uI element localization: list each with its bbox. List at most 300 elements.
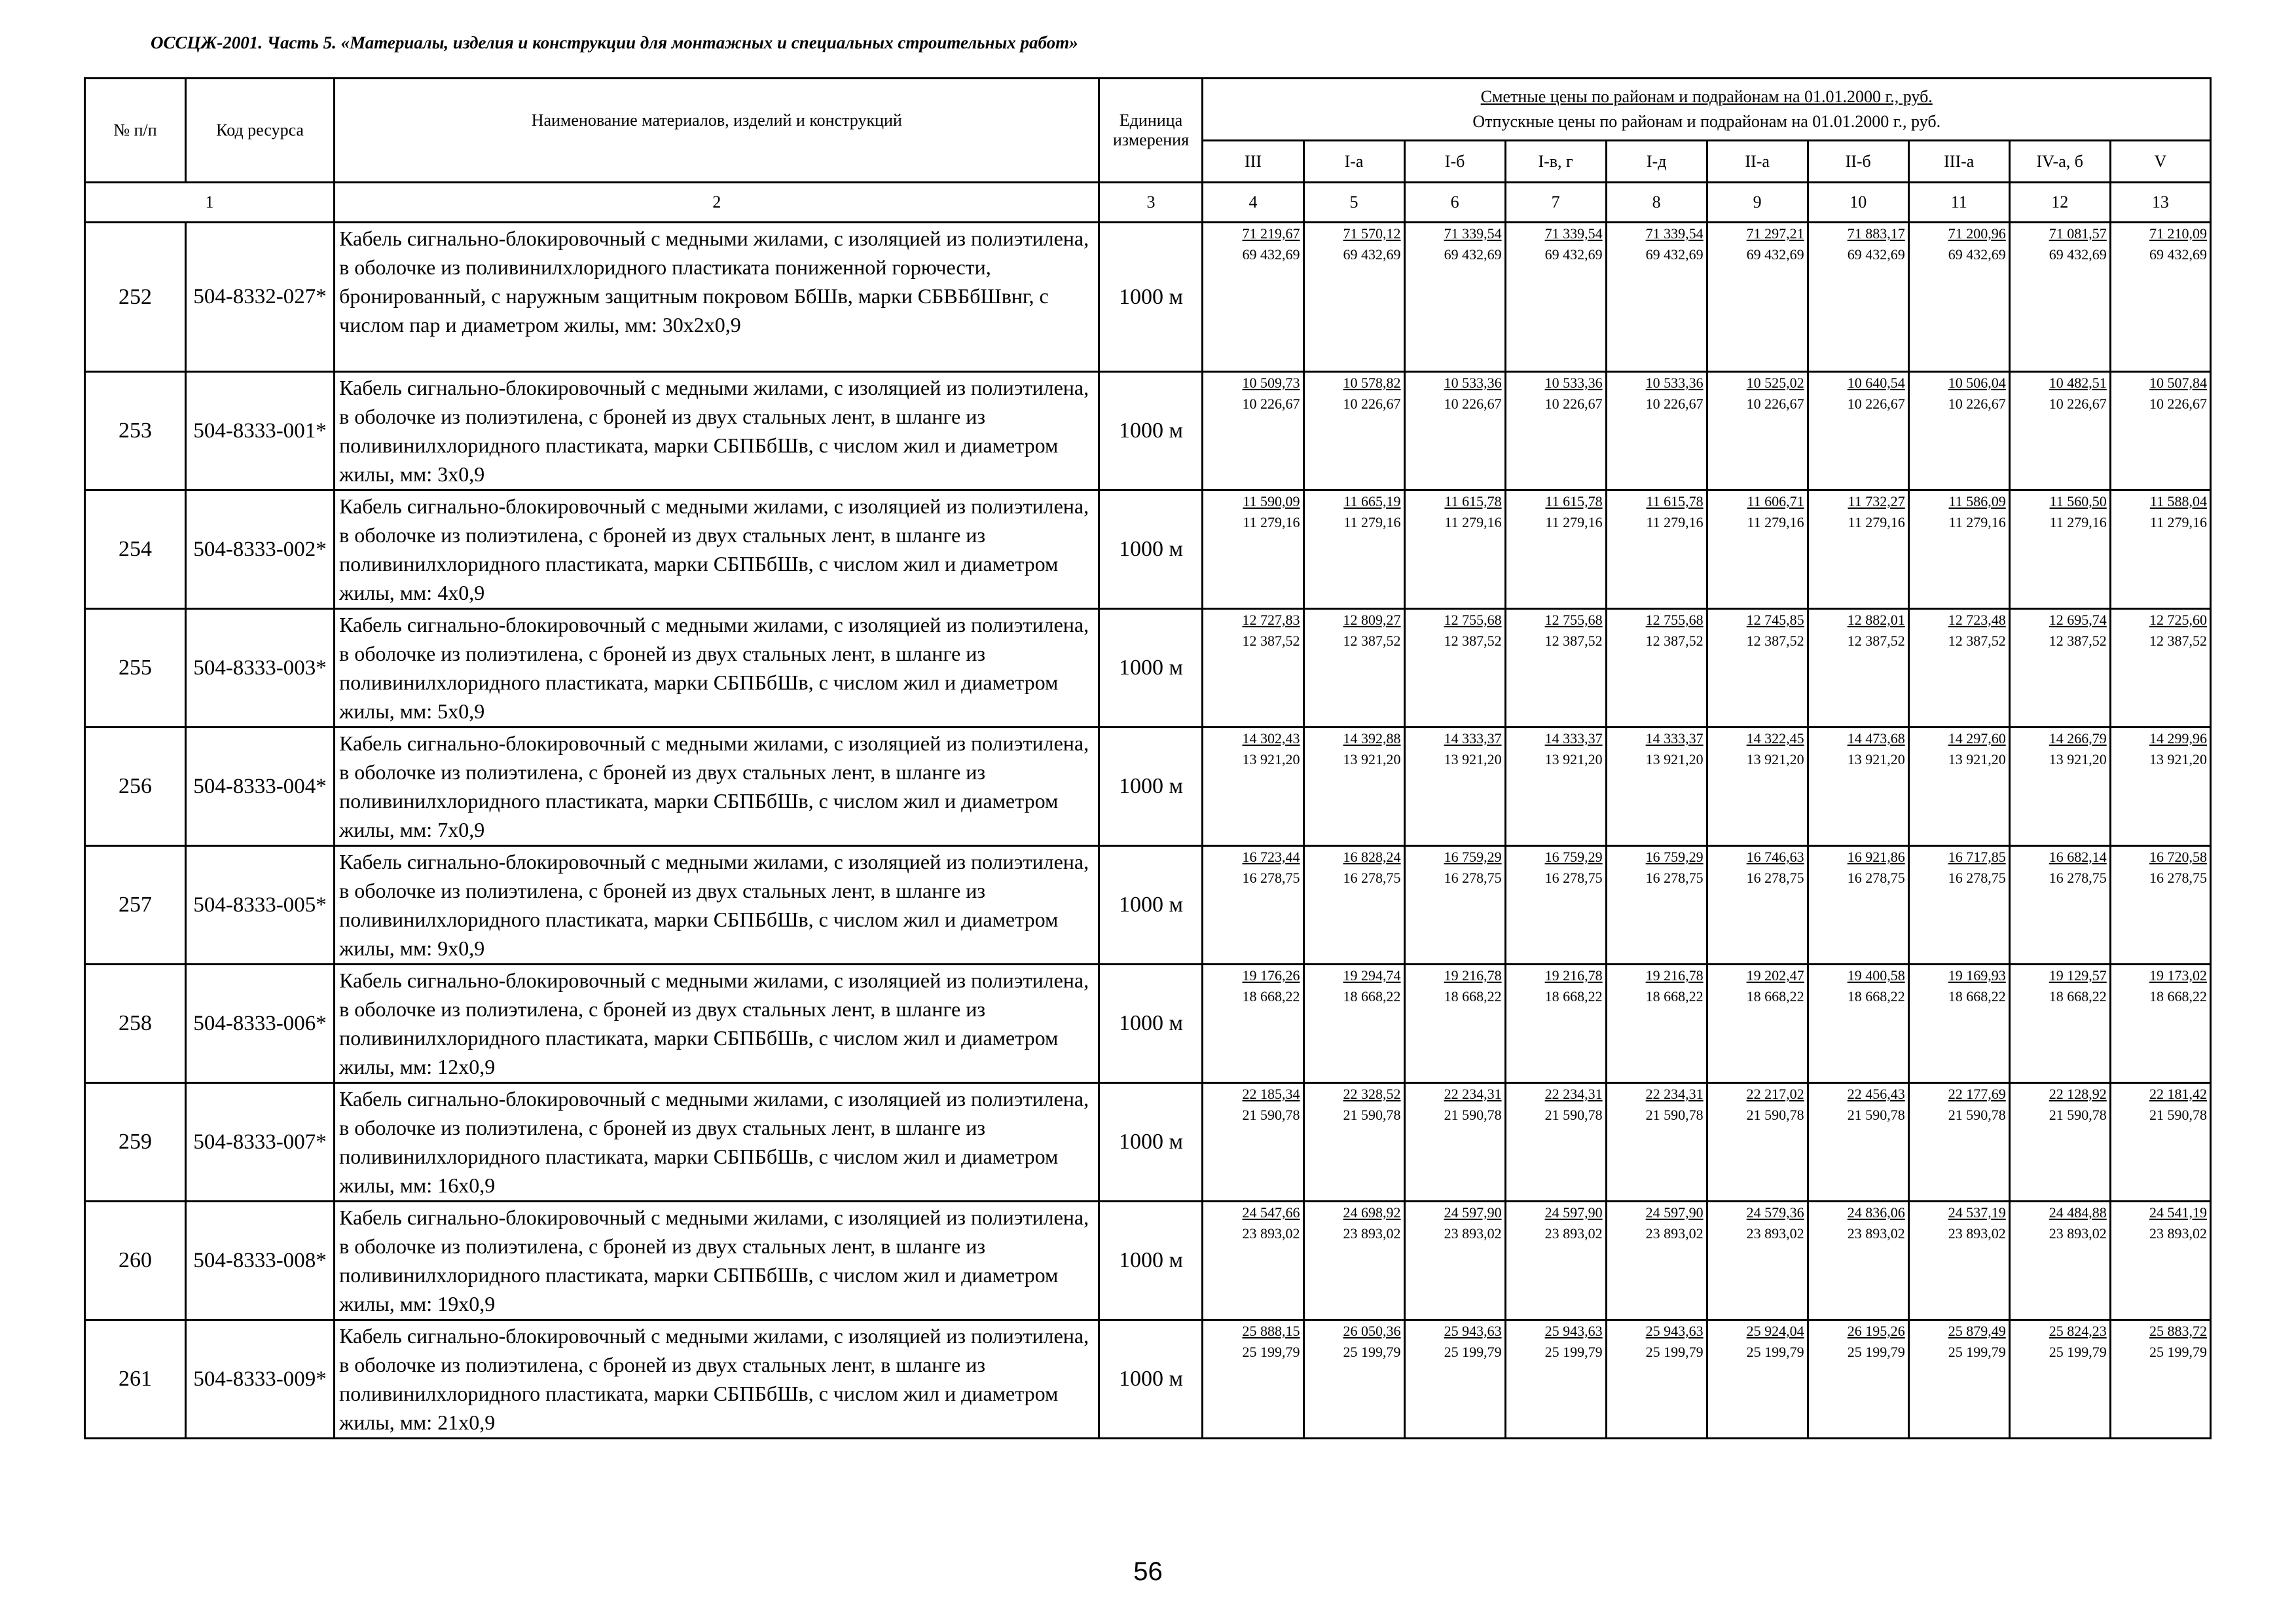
price-cell	[1808, 846, 1908, 965]
release-price: 18 668,22	[1847, 988, 1905, 1005]
region-header: I-б	[1404, 141, 1505, 183]
estimate-price: 10 578,82	[1343, 375, 1401, 391]
estimate-price: 71 219,67	[1242, 225, 1300, 242]
price-cell	[1203, 728, 1303, 846]
price-cell	[1606, 490, 1707, 609]
release-price: 18 668,22	[1444, 988, 1502, 1005]
price-cell	[1303, 846, 1404, 965]
price-cell	[1606, 1083, 1707, 1202]
release-price: 11 279,16	[1343, 514, 1401, 530]
estimate-price: 16 746,63	[1746, 849, 1804, 865]
release-price: 25 199,79	[1444, 1344, 1502, 1360]
row-number: 253	[85, 372, 186, 490]
price-cell	[1808, 965, 1908, 1083]
release-price: 25 199,79	[2049, 1344, 2107, 1360]
unit-of-measure: 1000 м	[1099, 1320, 1203, 1439]
table-row	[85, 1320, 2211, 1439]
price-cell	[1404, 728, 1505, 846]
release-price: 21 590,78	[1544, 1107, 1603, 1123]
row-number: 254	[85, 490, 186, 609]
estimate-price: 19 294,74	[1343, 967, 1401, 984]
estimate-price: 14 333,37	[1645, 730, 1704, 747]
price-cell	[1707, 965, 1808, 1083]
price-cell	[1203, 1320, 1303, 1439]
estimate-price: 14 266,79	[2049, 730, 2107, 747]
estimate-price: 22 185,34	[1242, 1086, 1300, 1102]
column-number: 4	[1203, 183, 1303, 223]
estimate-price: 14 322,45	[1746, 730, 1804, 747]
table-row	[85, 846, 2211, 965]
unit-of-measure: 1000 м	[1099, 846, 1203, 965]
price-cell	[1908, 609, 2009, 728]
release-price: 10 226,67	[1746, 396, 1804, 412]
material-name: Кабель сигнально-блокировочный с медными жилами, с изоляцией из полиэтилена, в оболочке из полиэтилена, с броней из двух стальных лент, в шланге из поливинилхлоридного пластиката, марки СБПБбШв, с числом жил и диаметром жилы, мм: 9х0,9	[335, 846, 1099, 965]
unit-of-measure: 1000 м	[1099, 1083, 1203, 1202]
release-price: 69 432,69	[1645, 246, 1704, 263]
column-number: 2	[335, 183, 1099, 223]
estimate-price: 10 533,36	[1544, 375, 1603, 391]
column-number: 11	[1908, 183, 2009, 223]
release-price: 10 226,67	[1948, 396, 2006, 412]
release-price: 10 226,67	[2049, 396, 2107, 412]
price-cell	[1404, 1202, 1505, 1320]
estimate-price: 10 507,84	[2149, 375, 2207, 391]
price-cell	[1707, 490, 1808, 609]
release-price: 11 279,16	[1243, 514, 1300, 530]
estimate-price: 71 570,12	[1343, 225, 1401, 242]
release-price: 11 279,16	[1444, 514, 1502, 530]
release-price: 12 387,52	[1746, 633, 1804, 649]
price-cell	[2009, 1083, 2110, 1202]
price-cell	[2009, 372, 2110, 490]
estimate-price: 19 129,57	[2049, 967, 2107, 984]
price-cell	[1404, 372, 1505, 490]
release-price: 23 893,02	[1242, 1225, 1300, 1242]
price-cell	[1606, 846, 1707, 965]
estimate-price: 16 828,24	[1343, 849, 1401, 865]
estimate-price: 12 695,74	[2049, 612, 2107, 628]
price-cell	[1404, 1320, 1505, 1439]
material-name: Кабель сигнально-блокировочный с медными жилами, с изоляцией из полиэтилена, в оболочке из полиэтилена, с броней из двух стальных лент, в шланге из поливинилхлоридного пластиката, марки СБПБбШв, с числом жил и диаметром жилы, мм: 3х0,9	[335, 372, 1099, 490]
estimate-price: 10 509,73	[1242, 375, 1300, 391]
estimate-price: 12 755,68	[1544, 612, 1603, 628]
estimate-price: 25 943,63	[1544, 1323, 1603, 1339]
column-number: 7	[1505, 183, 1606, 223]
estimate-price: 14 302,43	[1242, 730, 1300, 747]
estimate-price: 26 195,26	[1847, 1323, 1905, 1339]
price-cell	[1808, 609, 1908, 728]
price-cell	[1303, 609, 1404, 728]
release-price: 12 387,52	[1948, 633, 2006, 649]
resource-code: 504-8333-006*	[186, 965, 335, 1083]
estimate-price: 25 943,63	[1645, 1323, 1704, 1339]
estimate-price: 19 176,26	[1242, 967, 1300, 984]
table-row	[85, 372, 2211, 490]
region-header: II-б	[1808, 141, 1908, 183]
release-price: 12 387,52	[1242, 633, 1300, 649]
column-number: 3	[1099, 183, 1203, 223]
release-price: 25 199,79	[1948, 1344, 2006, 1360]
price-cell	[1505, 223, 1606, 372]
release-price: 25 199,79	[1847, 1344, 1905, 1360]
estimate-price: 11 615,78	[1646, 493, 1704, 509]
price-cell	[1404, 490, 1505, 609]
release-price: 25 199,79	[2149, 1344, 2207, 1360]
price-cell	[2110, 1320, 2210, 1439]
estimate-price: 11 588,04	[2149, 493, 2207, 509]
price-cell	[1505, 1202, 1606, 1320]
estimate-price: 10 533,36	[1645, 375, 1704, 391]
release-price: 18 668,22	[1242, 988, 1300, 1005]
release-price: 11 279,16	[1948, 514, 2006, 530]
price-cell	[1203, 1202, 1303, 1320]
release-price: 23 893,02	[1343, 1225, 1401, 1242]
estimate-price: 22 234,31	[1444, 1086, 1502, 1102]
release-price: 16 278,75	[1948, 870, 2006, 886]
release-price: 11 279,16	[1747, 514, 1804, 530]
price-cell	[1606, 1320, 1707, 1439]
release-price: 16 278,75	[1847, 870, 1905, 886]
estimate-price: 19 216,78	[1444, 967, 1502, 984]
release-price: 13 921,20	[1847, 751, 1905, 767]
estimate-price: 16 682,14	[2049, 849, 2107, 865]
release-price: 18 668,22	[1746, 988, 1804, 1005]
column-number: 12	[2009, 183, 2110, 223]
release-price: 16 278,75	[1444, 870, 1502, 886]
price-cell	[2009, 965, 2110, 1083]
price-cell	[1707, 609, 1808, 728]
price-cell	[1505, 1320, 1606, 1439]
release-price: 25 199,79	[1746, 1344, 1804, 1360]
estimate-price: 11 560,50	[2049, 493, 2107, 509]
release-price: 16 278,75	[1343, 870, 1401, 886]
release-price: 69 432,69	[1948, 246, 2006, 263]
estimate-price: 22 456,43	[1847, 1086, 1905, 1102]
estimate-price: 10 506,04	[1948, 375, 2006, 391]
price-cell	[2110, 846, 2210, 965]
release-price: 13 921,20	[1948, 751, 2006, 767]
estimate-price: 25 879,49	[1948, 1323, 2006, 1339]
release-price: 10 226,67	[1444, 396, 1502, 412]
price-cell	[2110, 490, 2210, 609]
release-price: 69 432,69	[1444, 246, 1502, 263]
release-price: 18 668,22	[2149, 988, 2207, 1005]
unit-of-measure: 1000 м	[1099, 490, 1203, 609]
estimate-price: 12 755,68	[1645, 612, 1704, 628]
column-number: 6	[1404, 183, 1505, 223]
page-number: 56	[1133, 1557, 1163, 1586]
row-number: 261	[85, 1320, 186, 1439]
estimate-price: 24 547,66	[1242, 1204, 1300, 1221]
unit-of-measure: 1000 м	[1099, 728, 1203, 846]
estimate-price: 14 333,37	[1444, 730, 1502, 747]
release-price: 21 590,78	[2149, 1107, 2207, 1123]
price-cell	[2009, 1320, 2110, 1439]
price-cell	[1505, 965, 1606, 1083]
region-header: III-а	[1908, 141, 2009, 183]
release-price: 11 279,16	[2049, 514, 2107, 530]
region-header: V	[2110, 141, 2210, 183]
price-cell	[2110, 728, 2210, 846]
price-cell	[1707, 223, 1808, 372]
release-price: 21 590,78	[1645, 1107, 1704, 1123]
estimate-price: 12 755,68	[1444, 612, 1502, 628]
price-cell	[1606, 372, 1707, 490]
release-price: 10 226,67	[1343, 396, 1401, 412]
estimate-price: 22 234,31	[1645, 1086, 1704, 1102]
price-cell	[1908, 728, 2009, 846]
release-price: 11 279,16	[1848, 514, 1905, 530]
price-cell	[1303, 372, 1404, 490]
header-code: Код ресурса	[186, 79, 335, 183]
release-price: 11 279,16	[1545, 514, 1603, 530]
price-cell	[2009, 728, 2110, 846]
header-name: Наименование материалов, изделий и конструкций	[335, 79, 1099, 183]
release-price: 10 226,67	[1242, 396, 1300, 412]
release-price: 21 590,78	[1343, 1107, 1401, 1123]
estimate-price: 12 882,01	[1847, 612, 1905, 628]
price-cell	[1303, 965, 1404, 1083]
estimate-price: 10 533,36	[1444, 375, 1502, 391]
estimate-price: 16 717,85	[1948, 849, 2006, 865]
price-cell	[1908, 1320, 2009, 1439]
estimate-price: 19 216,78	[1544, 967, 1603, 984]
release-price: 12 387,52	[1444, 633, 1502, 649]
price-cell	[1808, 223, 1908, 372]
price-cell	[1908, 372, 2009, 490]
price-cell	[1303, 223, 1404, 372]
release-price: 12 387,52	[1343, 633, 1401, 649]
release-price: 12 387,52	[1645, 633, 1704, 649]
price-cell	[1808, 728, 1908, 846]
release-price: 18 668,22	[2049, 988, 2107, 1005]
table-row	[85, 223, 2211, 372]
price-cell	[1908, 223, 2009, 372]
release-price: 13 921,20	[1242, 751, 1300, 767]
release-price: 21 590,78	[1444, 1107, 1502, 1123]
estimate-price: 24 597,90	[1544, 1204, 1603, 1221]
estimate-price: 25 883,72	[2149, 1323, 2207, 1339]
region-header: III	[1203, 141, 1303, 183]
estimate-price: 10 525,02	[1746, 375, 1804, 391]
column-number: 5	[1303, 183, 1404, 223]
estimate-price: 71 200,96	[1948, 225, 2006, 242]
estimate-price: 16 759,29	[1444, 849, 1502, 865]
release-price: 10 226,67	[1544, 396, 1603, 412]
release-price: 13 921,20	[1645, 751, 1704, 767]
release-price: 16 278,75	[2049, 870, 2107, 886]
price-cell	[1707, 1083, 1808, 1202]
estimate-price: 19 169,93	[1948, 967, 2006, 984]
estimate-price: 24 597,90	[1645, 1204, 1704, 1221]
column-number: 1	[85, 183, 335, 223]
estimate-price: 14 473,68	[1847, 730, 1905, 747]
unit-of-measure: 1000 м	[1099, 965, 1203, 1083]
price-cell	[2009, 846, 2110, 965]
estimate-price: 12 745,85	[1746, 612, 1804, 628]
price-cell	[1808, 1083, 1908, 1202]
resource-code: 504-8333-008*	[186, 1202, 335, 1320]
release-price: 69 432,69	[2149, 246, 2207, 263]
column-number: 9	[1707, 183, 1808, 223]
column-number: 13	[2110, 183, 2210, 223]
document-title: ОССЦЖ-2001. Часть 5. «Материалы, изделия и конструкции для монтажных и специальных строительных работ»	[151, 33, 1078, 52]
release-price: 11 279,16	[2149, 514, 2207, 530]
estimate-price: 16 723,44	[1242, 849, 1300, 865]
price-cell	[1808, 372, 1908, 490]
table-row	[85, 728, 2211, 846]
unit-of-measure: 1000 м	[1099, 372, 1203, 490]
estimate-price: 12 727,83	[1242, 612, 1300, 628]
release-price: 13 921,20	[1444, 751, 1502, 767]
price-cell	[1908, 965, 2009, 1083]
region-header: I-д	[1606, 141, 1707, 183]
row-number: 257	[85, 846, 186, 965]
estimate-price: 24 537,19	[1948, 1204, 2006, 1221]
estimate-price: 71 339,54	[1444, 225, 1502, 242]
price-cell	[1303, 490, 1404, 609]
estimate-price: 24 698,92	[1343, 1204, 1401, 1221]
price-cell	[1505, 490, 1606, 609]
header-unit: Единица измерения	[1099, 79, 1203, 183]
row-number: 256	[85, 728, 186, 846]
release-price: 12 387,52	[2049, 633, 2107, 649]
release-price: 13 921,20	[1544, 751, 1603, 767]
material-name: Кабель сигнально-блокировочный с медными жилами, с изоляцией из полиэтилена, в оболочке из полиэтилена, с броней из двух стальных лент, в шланге из поливинилхлоридного пластиката, марки СБПБбШв, с числом жил и диаметром жилы, мм: 4х0,9	[335, 490, 1099, 609]
estimate-price: 71 883,17	[1847, 225, 1905, 242]
unit-of-measure: 1000 м	[1099, 609, 1203, 728]
estimate-price: 71 210,09	[2149, 225, 2207, 242]
release-price: 11 279,16	[1646, 514, 1704, 530]
estimate-price: 14 299,96	[2149, 730, 2207, 747]
estimate-price: 19 216,78	[1645, 967, 1704, 984]
release-price: 10 226,67	[1847, 396, 1905, 412]
material-name: Кабель сигнально-блокировочный с медными жилами, с изоляцией из полиэтилена, в оболочке из полиэтилена, с броней из двух стальных лент, в шланге из поливинилхлоридного пластиката, марки СБПБбШв, с числом жил и диаметром жилы, мм: 5х0,9	[335, 609, 1099, 728]
row-number: 255	[85, 609, 186, 728]
price-cell	[1808, 1202, 1908, 1320]
unit-of-measure: 1000 м	[1099, 1202, 1203, 1320]
estimate-price: 22 328,52	[1343, 1086, 1401, 1102]
estimate-price: 11 606,71	[1747, 493, 1804, 509]
estimate-price: 24 541,19	[2149, 1204, 2207, 1221]
release-price: 25 199,79	[1343, 1344, 1401, 1360]
resource-code: 504-8333-002*	[186, 490, 335, 609]
resource-code: 504-8333-009*	[186, 1320, 335, 1439]
material-name: Кабель сигнально-блокировочный с медными жилами, с изоляцией из полиэтилена, в оболочке из поливинилхлоридного пластиката пониженной горючести, бронированный, с наружным защитным покровом БбШв, марки СБВБбШвнг, с числом пар и диаметром жилы, мм: 30х2х0,9	[335, 223, 1099, 372]
price-cell	[1303, 728, 1404, 846]
price-cell	[2110, 1202, 2210, 1320]
price-cell	[1203, 846, 1303, 965]
estimate-price: 22 217,02	[1746, 1086, 1804, 1102]
release-price: 21 590,78	[1948, 1107, 2006, 1123]
price-cell	[1505, 609, 1606, 728]
price-cell	[1505, 372, 1606, 490]
estimate-price: 11 586,09	[1948, 493, 2006, 509]
material-name: Кабель сигнально-блокировочный с медными жилами, с изоляцией из полиэтилена, в оболочке из полиэтилена, с броней из двух стальных лент, в шланге из поливинилхлоридного пластиката, марки СБПБбШв, с числом жил и диаметром жилы, мм: 7х0,9	[335, 728, 1099, 846]
header-estimate-prices: Сметные цены по районам и подрайонам на 01.01.2000 г., руб.	[1480, 87, 1933, 106]
release-price: 69 432,69	[1746, 246, 1804, 263]
estimate-price: 11 665,19	[1343, 493, 1401, 509]
column-number: 8	[1606, 183, 1707, 223]
row-number: 252	[85, 223, 186, 372]
estimate-price: 19 173,02	[2149, 967, 2207, 984]
release-price: 10 226,67	[1645, 396, 1704, 412]
release-price: 69 432,69	[1242, 246, 1300, 263]
estimate-price: 24 836,06	[1847, 1204, 1905, 1221]
estimate-price: 10 482,51	[2049, 375, 2107, 391]
release-price: 69 432,69	[2049, 246, 2107, 263]
estimate-price: 11 590,09	[1243, 493, 1300, 509]
price-cell	[1606, 1202, 1707, 1320]
price-cell	[1505, 1083, 1606, 1202]
release-price: 16 278,75	[1746, 870, 1804, 886]
price-cell	[1908, 846, 2009, 965]
price-cell	[1606, 609, 1707, 728]
price-cell	[1505, 728, 1606, 846]
price-cell	[1707, 728, 1808, 846]
estimate-price: 10 640,54	[1847, 375, 1905, 391]
estimate-price: 22 234,31	[1544, 1086, 1603, 1102]
price-cell	[1404, 1083, 1505, 1202]
release-price: 25 199,79	[1242, 1344, 1300, 1360]
release-price: 69 432,69	[1847, 246, 1905, 263]
release-price: 23 893,02	[1645, 1225, 1704, 1242]
estimate-price: 19 202,47	[1746, 967, 1804, 984]
region-header: IV-а, б	[2009, 141, 2110, 183]
price-cell	[1203, 372, 1303, 490]
estimate-price: 14 333,37	[1544, 730, 1603, 747]
price-cell	[1203, 609, 1303, 728]
estimate-price: 11 615,78	[1545, 493, 1603, 509]
release-price: 12 387,52	[1847, 633, 1905, 649]
estimate-price: 71 081,57	[2049, 225, 2107, 242]
release-price: 13 921,20	[2049, 751, 2107, 767]
header-num: № п/п	[85, 79, 186, 183]
release-price: 13 921,20	[2149, 751, 2207, 767]
estimate-price: 24 484,88	[2049, 1204, 2107, 1221]
price-cell	[1303, 1202, 1404, 1320]
price-cell	[1303, 1320, 1404, 1439]
region-header: II-а	[1707, 141, 1808, 183]
table-row	[85, 965, 2211, 1083]
release-price: 13 921,20	[1746, 751, 1804, 767]
price-cell	[2009, 609, 2110, 728]
release-price: 23 893,02	[2149, 1225, 2207, 1242]
price-cell	[1808, 490, 1908, 609]
release-price: 10 226,67	[2149, 396, 2207, 412]
estimate-price: 25 924,04	[1746, 1323, 1804, 1339]
price-cell	[1203, 490, 1303, 609]
estimate-price: 14 297,60	[1948, 730, 2006, 747]
price-cell	[1404, 965, 1505, 1083]
estimate-price: 16 720,58	[2149, 849, 2207, 865]
release-price: 23 893,02	[1948, 1225, 2006, 1242]
release-price: 16 278,75	[1242, 870, 1300, 886]
price-cell	[1606, 965, 1707, 1083]
release-price: 16 278,75	[2149, 870, 2207, 886]
estimate-price: 25 888,15	[1242, 1323, 1300, 1339]
estimate-price: 22 181,42	[2149, 1086, 2207, 1102]
estimate-price: 12 725,60	[2149, 612, 2207, 628]
column-number: 10	[1808, 183, 1908, 223]
estimate-price: 71 339,54	[1645, 225, 1704, 242]
resource-code: 504-8333-007*	[186, 1083, 335, 1202]
price-cell	[1404, 846, 1505, 965]
price-cell	[1707, 372, 1808, 490]
price-cell	[1606, 728, 1707, 846]
release-price: 18 668,22	[1544, 988, 1603, 1005]
row-number: 260	[85, 1202, 186, 1320]
